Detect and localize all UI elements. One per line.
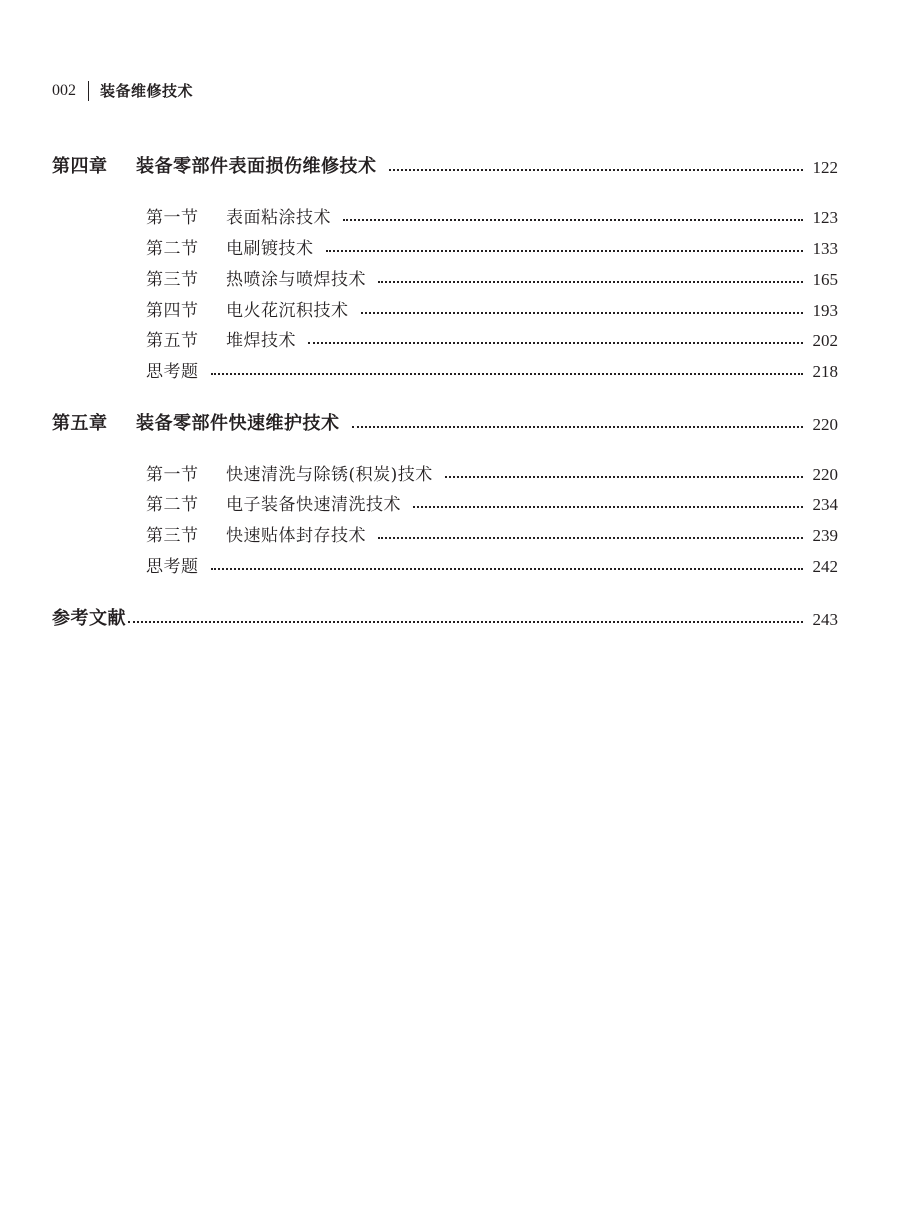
section-title: 快速贴体封存技术 [226,526,366,546]
dot-leader [378,537,803,539]
section-title: 快速清洗与除锈(积炭)技术 [226,465,433,485]
toc-chapter-5[interactable] [52,405,838,435]
section-page-number: 239 [812,526,838,545]
toc-section-4-4[interactable] [146,295,838,321]
dot-leader [352,426,803,428]
section-number: 第一节 [146,465,199,485]
section-page-number: 133 [812,239,838,258]
references-page-number: 243 [812,610,838,629]
section-number: 第三节 [146,270,199,290]
dot-leader [308,342,803,344]
chapter-number: 第四章 [52,156,108,177]
section-title: 热喷涂与喷焊技术 [226,270,366,290]
section-page-number: 218 [812,362,838,381]
toc-section-4-3[interactable] [146,264,838,290]
dot-leader [445,476,803,478]
section-title: 电刷镀技术 [226,239,314,259]
section-title: 堆焊技术 [226,331,296,351]
references-title: 参考文献 [52,608,126,629]
section-page-number: 220 [812,465,838,484]
section-title: 表面粘涂技术 [226,208,331,228]
toc-section-4-5[interactable] [146,325,838,351]
section-page-number: 234 [812,495,838,514]
toc-section-5-3[interactable] [146,520,838,546]
dot-leader [361,312,803,314]
section-page-number: 165 [812,270,838,289]
dot-leader [343,219,803,221]
toc-section-4-1[interactable] [146,202,838,228]
chapter-title: 装备零部件快速维护技术 [136,413,340,434]
section-number: 第五节 [146,331,199,351]
chapter-number: 第五章 [52,413,108,434]
section-page-number: 123 [812,208,838,227]
dot-leader [211,373,803,375]
page-number: 002 [52,82,76,99]
chapter-title: 装备零部件表面损伤维修技术 [136,156,377,177]
dot-leader [389,169,803,171]
section-page-number: 193 [812,301,838,320]
dot-leader [413,506,803,508]
dot-leader [378,281,803,283]
book-title: 装备维修技术 [100,82,194,100]
section-title: 电子装备快速清洗技术 [226,495,401,515]
dot-leader [128,621,803,623]
section-title: 思考题 [146,557,199,577]
toc-references[interactable] [52,600,838,630]
dot-leader [211,568,803,570]
section-title: 思考题 [146,362,199,382]
toc-review-questions-5[interactable] [146,551,838,577]
section-number: 第二节 [146,239,199,259]
toc-section-4-2[interactable] [146,233,838,259]
section-number: 第三节 [146,526,199,546]
chapter-page-number: 122 [812,158,838,177]
toc-section-5-1[interactable] [146,459,838,485]
section-title: 电火花沉积技术 [226,301,349,321]
section-number: 第二节 [146,495,199,515]
toc-chapter-4[interactable] [52,148,838,178]
chapter-page-number: 220 [812,415,838,434]
dot-leader [326,250,803,252]
section-number: 第一节 [146,208,199,228]
section-page-number: 242 [812,557,838,576]
toc-review-questions-4[interactable] [146,356,838,382]
toc-section-5-2[interactable] [146,489,838,515]
section-number: 第四节 [146,301,199,321]
section-page-number: 202 [812,331,838,350]
